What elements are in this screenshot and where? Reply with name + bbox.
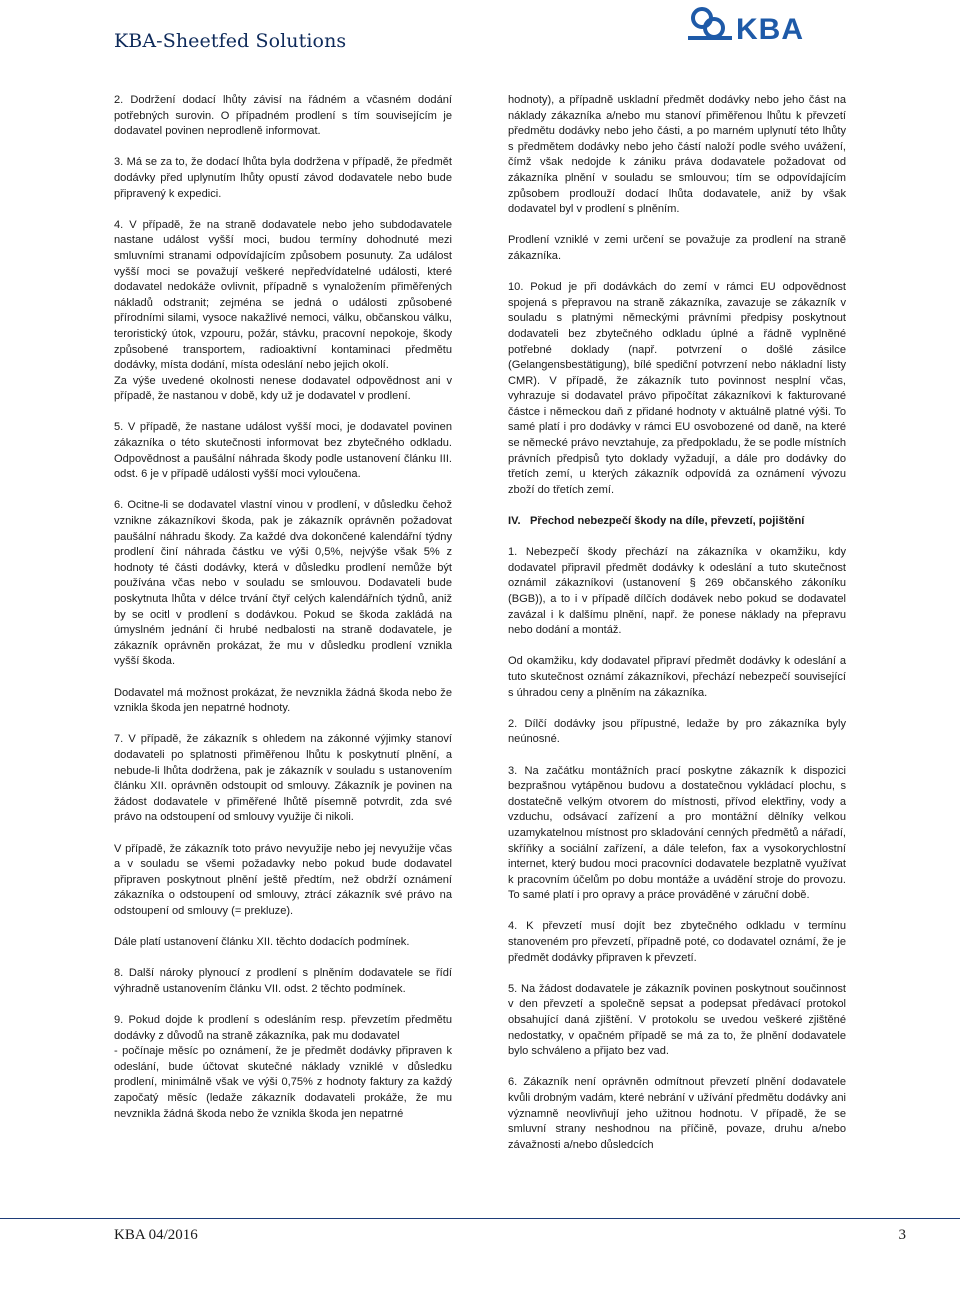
section-heading-text: Přechod nebezpečí škody na díle, převzetí, pojištění [530, 515, 805, 528]
left-paragraph-13: - počínaje měsíc po oznámení, že je předmět dodávky připraven k odeslání, bude účtovat skutečné náklady vzniklé v důsledku prodlení, minimálně však ve výši 0,75% z hodnoty faktury za každý započatý měsíc (ledaže zákazník dodavateli prokáže, že mu nevznikla žádná škoda nebo že vznikla škoda jen nepatrné [114, 1045, 452, 1120]
right-paragraph-6: 2. Dílčí dodávky jsou přípustné, ledaže by pro zákazníka byly neúnosné. [508, 717, 846, 746]
right-paragraph-7: 3. Na začátku montážních prací poskytne zákazník k dispozici bezprašnou vytápěnou budovu a dostatečnou vykládací plochu, s dostatečně velkým otvorem do místnosti, přívod elektřiny, vody a vzduchu, odsávací zařízení a pro montážní dělníky velkou uzamykatelnou místnost pro skladování cenných předmětů a nářadí, skříňky a sociální zařízení, a dále telefon, fax a vysokorychlostní internet, který budou moci pracovníci dodavatele bezplatně využívat k pracovním účelům po dobu montáže a uvádění stroje do provozu. To samé platí i pro opravy a práce prováděné v záruční době. [508, 764, 846, 902]
right-paragraph-2: Prodlení vzniklé v zemi určení se považuje za prodlení na straně zákazníka. [508, 234, 846, 262]
left-paragraph-12: 9. Pokud dojde k prodlení s odesláním resp. převzetím předmětu dodávky z důvodů na straně zákazníka, pak mu dodavatel [114, 1014, 452, 1042]
right-paragraph-9: 5. Na žádost dodavatele je zákazník povinen poskytnout součinnost v den převzetí a společně sepsat a podepsat předávací protokol obsahující daná zjištění. V protokolu se uvedou veškeré zjištěné nedostatky, v opačném případě se má za to, že plnění dodavatele bylo schváleno a přijato bez vad. [508, 982, 846, 1058]
right-paragraph-4: 1. Nebezpečí škody přechází na zákazníka v okamžiku, kdy dodavatel připravil předmět dodávky k odeslání a tuto skutečnost oznámil zákazníkovi (ustanovení § 269 občanského zákoníku (BGB)), a to i v případě dílčích dodávek nebo pokud se dodavatel zavázal i k dalšímu plnění, např. že ponese náklady na přepravu nebo dodání a montáž. [508, 546, 846, 637]
left-paragraph-7: Dodavatel má možnost prokázat, že nevznikla žádná škoda nebo že vznikla škoda jen nepatrné hodnoty. [114, 686, 452, 715]
right-paragraph-3: 10. Pokud je při dodávkách do zemí v rámci EU odpovědnost spojená s přepravou na straně zákazníka, zavazuje se zákazník v souladu s platnými německými právními předpisy poskytnout dodavateli bez zbytečného odkladu úplné a řádně vyplněné potřebné doklady (např. potvrzení o došlé zásilce (Gelangensbestätigung), bílé spediční potvrzení nebo nákladní listy CMR). V případě, že zákazník tuto povinnost nesplní včas, vyhrazuje si dodavatel právo připočítat zákazníkovi k fakturované částce i německou daň z přidané hodnoty v aktuálně platné výši. To samé platí i pro dodávky v rámci EU osvobozené od daně, na které se německé právo nevztahuje, za předpokladu, že se podle místních právních předpisů tyto doklady vyžadují, a dále pro dodávky do třetích zemí, u kterých zákazník odpovídá za oznámení vývozu zboží do třetích zemí. [508, 281, 846, 496]
right-paragraph-8: 4. K převzetí musí dojít bez zbytečného odkladu v termínu stanoveném pro převzetí, případně poté, co dodavatel oznámí, že je předmět dodávky připraven k převzetí. [508, 920, 846, 964]
section-heading-number: IV. [508, 515, 521, 528]
right-paragraph-5: Od okamžiku, kdy dodavatel připraví předmět dodávky k odeslání a tuto skutečnost oznámí zákazníkovi, přechází nebezpečí související s úhradou ceny a plněním na zákazníka. [508, 655, 846, 699]
kba-logo [688, 6, 844, 46]
left-paragraph-8: 7. V případě, že zákazník s ohledem na zákonné výjimky stanoví dodavateli po splatnosti přiměřenou lhůtu k poskytnutí plnění, a nebude-li lhůta dodržena, pak je zákazník v souladu s ustanovením článku XII. oprávněn odstoupit od smlouvy. Zákazník je povinen na žádost dodavatele v přiměřené lhůtě písemně potvrdit, zda své právo na odstoupení od smlouvy využije či nikoli. [114, 733, 452, 824]
right-column [508, 93, 846, 1153]
footer-edition: KBA 04/2016 [114, 1227, 198, 1243]
left-paragraph-1: 2. Dodržení dodací lhůty závisí na řádném a včasném dodání potřebných surovin. O případném prodlení s tím souvisejícím je dodavatel povinen neprodleně informovat. [114, 94, 452, 138]
left-column [114, 93, 452, 1122]
left-paragraph-9: V případě, že zákazník toto právo nevyužije nebo jej nevyužije včas a v souladu se všemi požadavky nebo pokud bude dodavatel připraven poskytnout plnění ještě předtím, než obdrží oznámení zákazníka o odstoupení od smlouvy, ztrácí zákazník své právo na odstoupení od smlouvy (= prekluze). [114, 842, 452, 917]
left-paragraph-2: 3. Má se za to, že dodací lhůta byla dodržena v případě, že předmět dodávky před uplynutím lhůty opustí závod dodavatele nebo bude připravený k expedici. [114, 156, 452, 200]
left-paragraph-6: 6. Ocitne-li se dodavatel vlastní vinou v prodlení, v důsledku čehož vznikne zákazníkovi škoda, pak je zákazník oprávněn požadovat paušální náhradu škody. Za každé dva dokončené kalendářní týdny prodlení činí náhrada částku ve výši 0,5%, nejvýše však 5% z hodnoty té části dodávky, která v důsledku prodlení nemůže být používána včas nebo v souladu se smlouvou. Dodavateli bude poskytnuta lhůta v délce trvání čtyř celých kalendářních týdnů, aniž by se ocitl v prodlení s dodávkou. Pokud se škoda zakládá na úmyslném jednání či hrubé nedbalosti na straně dodavatele, je zákazník oprávněn prokázat, že mu v důsledku prodlení vznikla vyšší škoda. [114, 499, 452, 668]
left-paragraph-3: 4. V případě, že na straně dodavatele nebo jeho subdodavatele nastane událost vyšší moci, budou termíny dohodnuté mezi smluvními stranami odpovídajícím způsobem posunuty. Za událost vyšší moci se považují veškeré nepředvídatelné události, které dodavatel nedokáže ovlivnit, případně s vynaložením přiměřených nákladů odstranit; zejména se jedná o události způsobené přírodními silami, vysoce nakažlivé nemoci, válku, občanskou válku, teroristický útok, vzpouru, požár, stávku, pracovní nepokoje, škody způsobené transportem, radioaktivní kontaminaci předmětu dodávky, místa dodání, místa odeslání nebo jejich okolí. [114, 218, 452, 372]
right-paragraph-1: hodnoty), a případně uskladní předmět dodávky nebo jeho část na náklady zákazníka a/nebo mu stanoví přiměřenou lhůtu k převzetí předmětu dodávky nebo jeho části, a po marném uplynutí této lhůty s předmětem dodávky nebo jeho částí naloží podle svého uvážení, čímž však nedojde k zániku práva dodavatele požadovat od zákazníka plnění v souladu se smlouvou; tím se odpovídajícím způsobem prodlouží dodací lhůta dodavatele, aniž by však dodavatel byl v prodlení s plněním. [508, 94, 846, 216]
left-paragraph-11: 8. Další nároky plynoucí z prodlení s plněním dodavatele se řídí výhradně ustanovením článku VII. odst. 2 těchto podmínek. [114, 967, 452, 995]
left-paragraph-5: 5. V případě, že nastane událost vyšší moci, je dodavatel povinen zákazníka o této skutečnosti informovat bez zbytečného odkladu. Odpovědnost a paušální náhrada škody podle ustanovení článku III. odst. 6 je v případě události vyšší moci vyloučena. [114, 421, 452, 481]
header-title: KBA-Sheetfed Solutions [114, 30, 347, 52]
left-paragraph-10: Dále platí ustanovení článku XII. těchto dodacích podmínek. [114, 936, 410, 949]
footer-divider [0, 1218, 960, 1219]
logo-text: KBA [736, 13, 804, 46]
page-number: 3 [898, 1227, 906, 1243]
section-heading [508, 514, 846, 530]
left-paragraph-4: Za výše uvedené okolnosti nenese dodavatel odpovědnost ani v případě, že nastanou v době, kdy už je dodavatel v prodlení. [114, 374, 452, 403]
right-paragraph-10: 6. Zákazník není oprávněn odmítnout převzetí plnění dodavatele kvůli drobným vadám, které nebrání v užívání předmětu dodávky ani významně neovlivňují jeho užitnou hodnotu. V případě, že se smluvní strany neshodnou na příčině, povaze, druhu a/nebo závažnosti a/nebo důsledcích [508, 1076, 846, 1151]
